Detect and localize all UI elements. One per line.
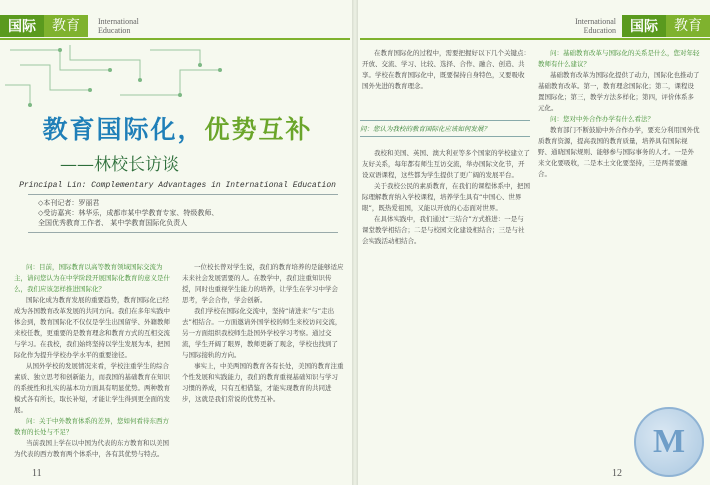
section-english-label [92,17,145,35]
section-english-line-1: International [98,17,139,26]
section-tag-bold-right: 国际 [622,15,666,37]
circuit-decoration-icon [0,40,230,110]
section-english-label-right [569,17,622,35]
section-english-line-2-right: Education [583,26,616,35]
right-page-header [360,14,710,40]
page-gutter [352,0,358,485]
left-page-number: 11 [32,468,42,479]
byline-reporter: ◇本刊记者：罗丽君 [38,199,100,207]
question-paragraph: 问：目前，国际教育以高等教育领域国际交流为主，请问您认为在中学阶段开展国际化教育的意义是什么，我们应该怎样推进国际化？ [14,263,170,293]
section-english-line-1-right: International [575,17,616,26]
pull-quote: 问：您认为我校的教育国际化应该如何发展？ [360,120,530,137]
body-paragraph: 从国外学校的发展情况来看，学校注重学生的综合素质、独立思考和创新能力，而我国的基础教育在知识的系统性和扎实的基本功方面具有明显优势。两种教育模式各有所长，取长补短，才能让学生得到更全面的发展。 [14,362,170,414]
article-subtitle: ——林校长访谈 [60,155,179,175]
badge-letter: M [652,423,686,460]
body-paragraph: 关于我校公民的素质教育，在我们的课程体系中，把国际理解教育纳入学校课程，培养学生具有“中国心、世界眼”，既热爱祖国，又能以开放的心态面对世界。 [362,182,530,212]
body-paragraph: 在教育国际化的过程中，需要把握好以下几个关键点：开放、交流、学习、比较、选择、合作、融合、创造、共享。学校在教育国际化中，既要保持自身特色，又要吸收国外先进的教育理念。 [362,49,530,90]
section-english-line-2: Education [98,26,131,35]
body-paragraph: 一位校长曾对学生说，我们的教育培养的是能够适应未来社会发展需要的人。在教学中，我们注重知识传授，同时也重视学生能力的培养，让学生在学习中学会思考，学会合作，学会创新。 [182,263,344,304]
question-paragraph: 问：您对中外合作办学有什么看法？ [550,115,654,123]
article-title [0,110,355,146]
body-paragraph: 在具体实践中，我们通过“三结合”方式推进：一是与课堂教学相结合；二是与校园文化建设相结合；三是与社会实践活动相结合。 [362,215,525,245]
section-tag-light: 教育 [44,15,88,37]
section-tag-bold: 国际 [0,15,44,37]
question-paragraph: 问：基础教育改革与国际化的关系是什么，您对年轻教师有什么建议？ [538,49,700,68]
left-page-header [0,14,350,40]
article-title-block [0,110,355,190]
left-column-1 [14,262,174,460]
body-paragraph: 教育部门不断鼓励中外合作办学，要充分利用国外优质教育资源，提高我国的教育质量，培养具有国际视野、通晓国际规则、能够参与国际事务的人才。一是外来文化要吸收，二是本土文化要坚持，三是两者要融合。 [538,126,700,178]
body-paragraph: 当前我国上学在以中国为代表的东方教育和以美国为代表的西方教育两个体系中，各有其优势与特点。 [14,439,169,458]
body-paragraph: 事实上，中美两国的教育各有长处，美国的教育注重个性发展和实践能力，我们的教育重视基础知识与学习习惯的养成，只有互相借鉴，才能实现教育的共同进步，这就是我们常说的优势互补。 [182,362,344,403]
body-paragraph: 我们学校在国际化交流中，坚持“请进来”与“走出去”相结合。一方面邀请外国学校的师生来校访问交流，另一方面组织我校师生赴国外学校学习考察。通过交流，学生开阔了眼界，教师更新了观念，学校也找到了与国际接轨的方向。 [182,307,342,359]
right-column-1-continued [362,148,530,247]
article-title-part2: 优势互补 [204,115,313,144]
body-paragraph: 基础教育改革为国际化提供了动力，国际化也推动了基础教育改革。第一，教育理念国际化；第二，课程设置国际化；第三，教学方法多样化；第四，评价体系多元化。 [538,71,700,112]
body-paragraph: 国际化成为教育发展的重要趋势，教育国际化已经成为各国教育改革发展的共同方向。我们在多年实践中体会到，教育国际化不仅仅是学生出国留学、外籍教师来校任教，更重要的是教育理念和教育方式的互相交流与学习。在我校，我们始终坚持以学生发展为本，把国际化作为提升学校办学水平的重要途径。 [14,296,170,359]
byline-guest-title: 全国优秀教育工作者、 某中学教育国际化负责人 [38,219,188,227]
body-paragraph: 我校和美国、英国、澳大利亚等多个国家的学校建立了友好关系，每年都有师生互访交流，举办国际文化节，开设双语课程，这些都为学生提供了更广阔的发展平台。 [362,149,530,179]
right-column-1 [362,48,530,92]
article-byline [28,194,338,233]
right-column-2 [538,48,700,180]
article-title-part1: 教育国际化， [42,115,205,144]
byline-guest: ◇受访嘉宾：林华乐，成都市某中学教育专家、特级教师、 [38,209,219,217]
right-page-number: 12 [612,468,622,479]
magazine-logo-badge [634,407,704,477]
question-paragraph: 问：关于中外教育体系的差异，您如何看待东西方教育的长处与不足？ [14,417,169,436]
left-column-2 [182,262,344,405]
section-tag-light-right: 教育 [666,15,710,37]
article-english-title: Principal Lin: Complementary Advantages in International Education [19,181,336,190]
